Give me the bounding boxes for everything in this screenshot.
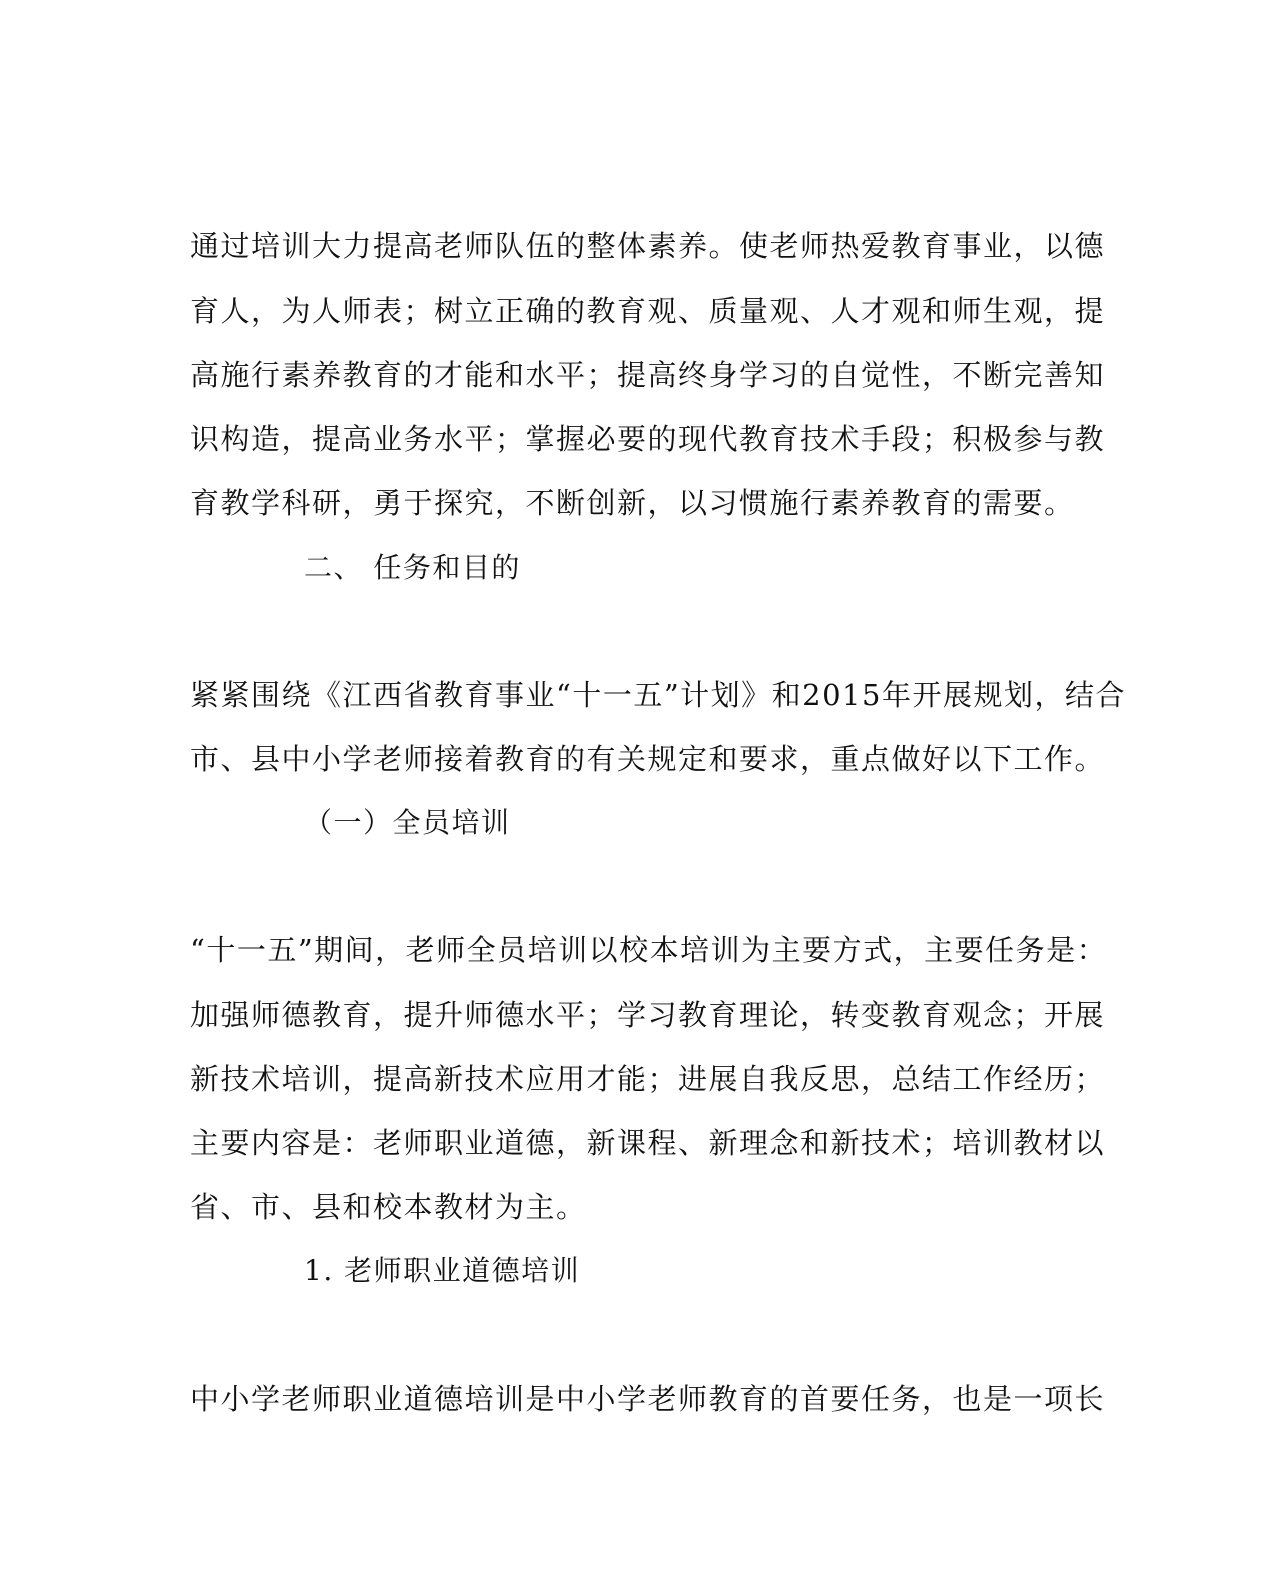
paragraph-line: 高施行素养教育的才能和水平；提高终身学习的自觉性，不断完善知 xyxy=(190,358,1106,392)
paragraph-line: 中小学老师职业道德培训是中小学老师教育的首要任务，也是一项长 xyxy=(190,1382,1106,1416)
paragraph-line: 识构造，提高业务水平；掌握必要的现代教育技术手段；积极参与教 xyxy=(190,422,1106,456)
paragraph-line: 主要内容是：老师职业道德，新课程、新理念和新技术；培训教材以 xyxy=(190,1126,1106,1160)
paragraph-line: 育人，为人师表；树立正确的教育观、质量观、人才观和师生观，提 xyxy=(190,294,1106,328)
item-heading: 1. 老师职业道德培训 xyxy=(304,1254,581,1287)
paragraph-line: 紧紧围绕《江西省教育事业“十一五”计划》和2015年开展规划，结合 xyxy=(190,678,1126,712)
paragraph-line: “十一五”期间，老师全员培训以校本培训为主要方式，主要任务是： xyxy=(190,933,1108,967)
paragraph-line: 育教学科研，勇于探究，不断创新，以习惯施行素养教育的需要。 xyxy=(190,486,1075,520)
subsection-heading: （一）全员培训 xyxy=(304,806,511,839)
paragraph-line: 市、县中小学老师接着教育的有关规定和要求，重点做好以下工作。 xyxy=(190,742,1106,776)
paragraph-line: 加强师德教育，提升师德水平；学习教育理论，转变教育观念；开展 xyxy=(190,998,1106,1032)
paragraph-line: 省、市、县和校本教材为主。 xyxy=(190,1190,587,1224)
section-heading: 二、 任务和目的 xyxy=(304,551,521,584)
paragraph-line: 通过培训大力提高老师队伍的整体素养。使老师热爱教育事业，以德 xyxy=(190,229,1106,263)
paragraph-line: 新技术培训，提高新技术应用才能；进展自我反思，总结工作经历； xyxy=(190,1062,1106,1096)
